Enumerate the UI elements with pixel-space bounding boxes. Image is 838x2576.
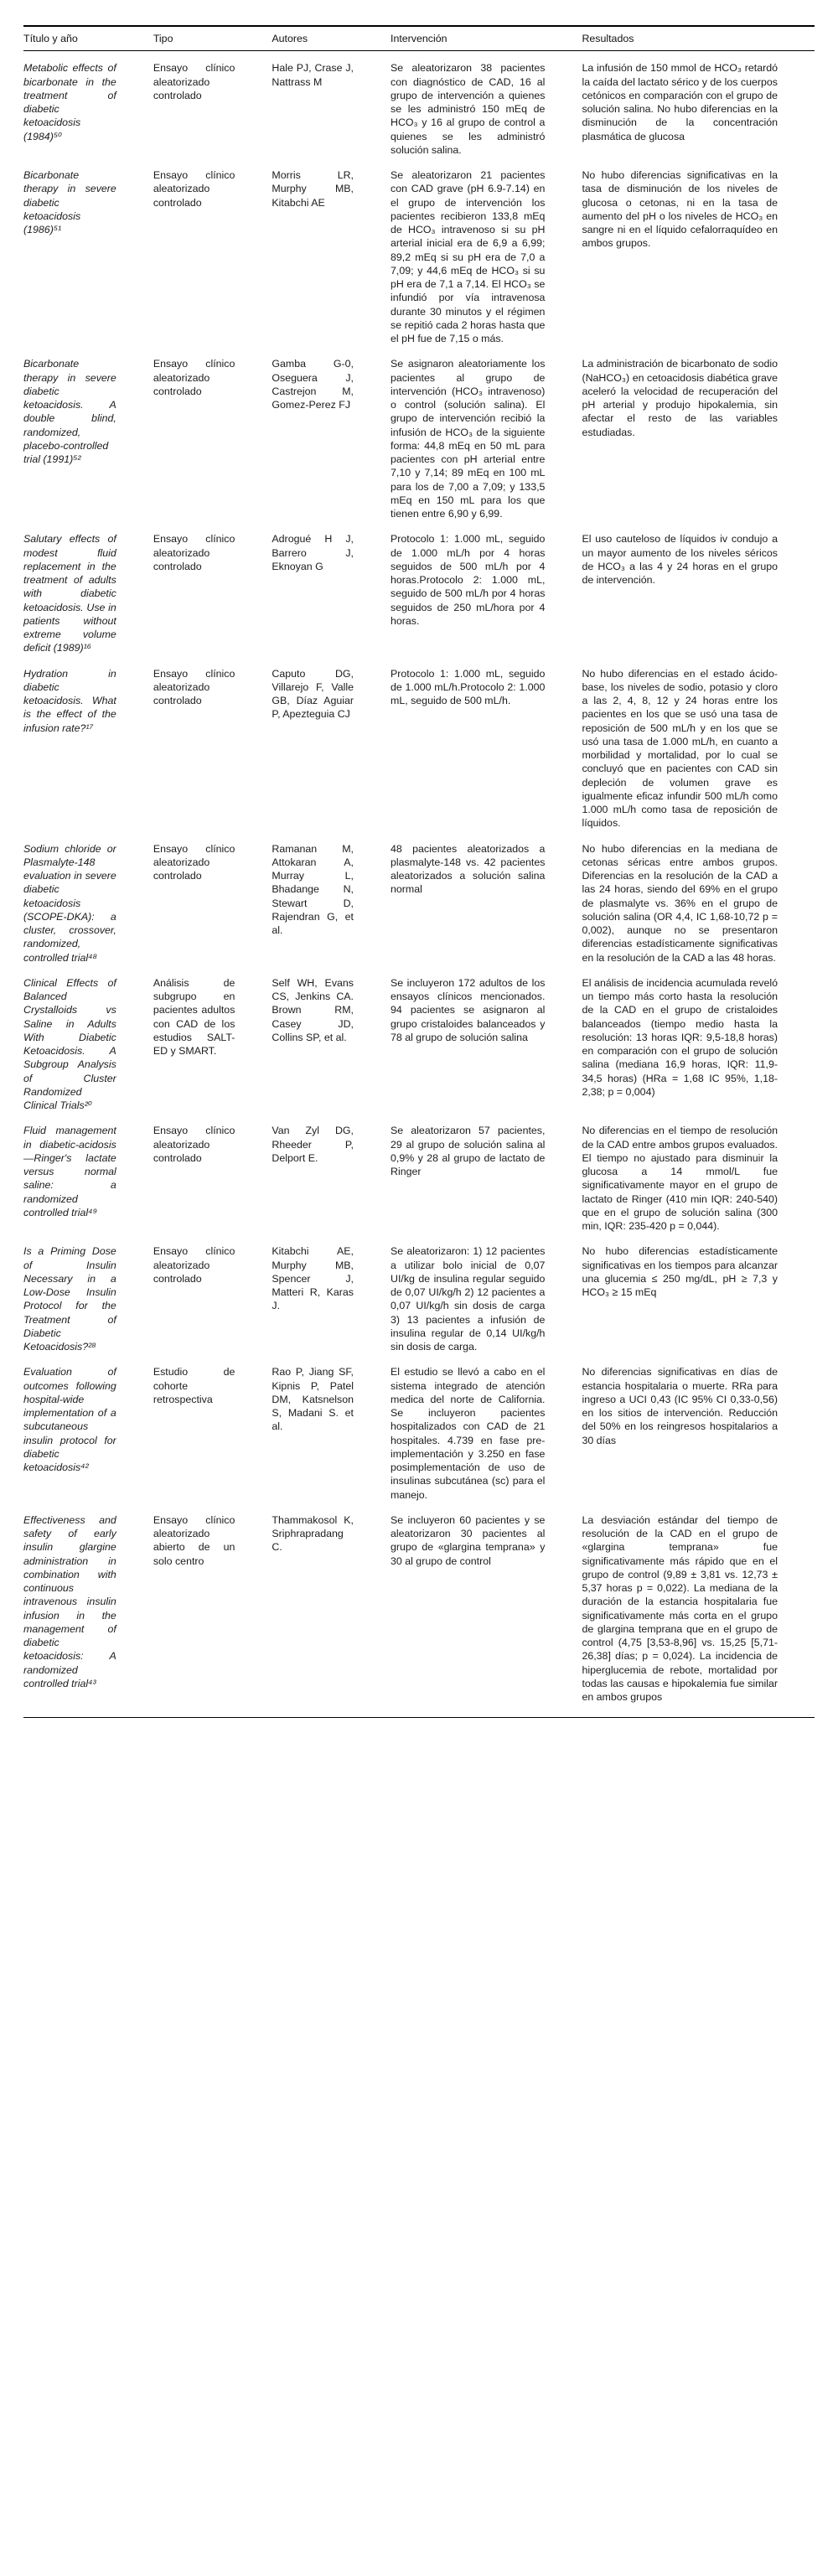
table-row xyxy=(23,1118,815,1239)
study-title: Is a Priming Dose of Insulin Necessary in a Low-Dose Insulin Protocol for the Treatment of Diabetic Ketoacidosis?²⁸ xyxy=(23,1245,116,1353)
study-title: Effectiveness and safety of early insulin glargine administration in combination with continuous intravenous insulin infusion in the management of diabetic ketoacidosis: A randomized controlled trial⁴³ xyxy=(23,1508,153,1718)
study-type: Ensayo clínico aleatorizado abierto de un solo centro xyxy=(153,1508,272,1718)
study-results: No hubo diferencias estadísticamente significativas en los tiempos para alcanzar una glucemia ≤ 250 mg/dL, pH ≥ 7,3 y HCO₃ ≥ 15 mEq xyxy=(582,1245,778,1298)
table-row xyxy=(23,351,815,526)
study-results: No diferencias significativas en días de estancia hospitalaria o muerte. RRa para ingreso a UCI 0,43 (IC 95% CI 0,33-0,56) en los sitios de intervención. Reducción del 50% en los reingresos hospitalarios a 30 días xyxy=(582,1366,778,1446)
study-type: Estudio de cohorte retrospectiva xyxy=(153,1366,235,1405)
table-row xyxy=(23,1359,815,1508)
table-row xyxy=(23,526,815,660)
study-authors: Morris LR, Murphy MB, Kitabchi AE xyxy=(272,169,354,209)
study-authors: Kitabchi AE, Murphy MB, Spencer J, Matteri R, Karas J. xyxy=(272,1245,354,1312)
study-type: Ensayo clínico aleatorizado controlado xyxy=(153,667,235,706)
study-intervention: El estudio se llevó a cabo en el sistema integrado de atención medica del norte de California. Se incluyeron pacientes hospitalizados con CAD de 21 hospitales. 4.739 en fase pre-implementación y 3.250 en fase posimplementación de uso de insulinas subcutánea (sc) para el manejo. xyxy=(391,1366,546,1501)
table-row xyxy=(23,1239,815,1359)
study-title: Fluid management in diabetic-acidosis—Ringer's lactate versus normal saline: a randomized controlled trial⁴⁹ xyxy=(23,1125,116,1218)
column-header-resultados: Resultados xyxy=(582,26,815,51)
study-title: Sodium chloride or Plasmalyte-148 evaluation in severe diabetic ketoacidosis (SCOPE-DKA): a cluster, crossover, randomized, controlled trial⁴⁸ xyxy=(23,842,116,964)
study-intervention: Se incluyeron 60 pacientes y se aleatorizaron 30 pacientes al grupo de «glargina temprana» y 30 al grupo de control xyxy=(391,1508,582,1718)
column-header-tipo: Tipo xyxy=(153,26,272,51)
study-intervention: 48 pacientes aleatorizados a plasmalyte-148 vs. 42 pacientes aleatorizados a solución salina normal xyxy=(391,842,546,896)
study-type: Ensayo clínico aleatorizado controlado xyxy=(153,62,235,101)
table-row xyxy=(23,163,815,351)
study-results: No hubo diferencias en el estado ácido-base, los niveles de sodio, potasio y cloro a las 2, 4, 8, 12 y 24 horas entre los pacientes en los que se usó una tasa de reposición de 500 mL/h y en los que se usó una tasa de 1.000 mL/h, en cuanto a morbilidad y mortalidad, por lo cual se concluyó que en pacientes con CAD sin depleción de volumen grave es igualmente eficaz infundir 500 mL/h como 1.000 mL/h como tasa de reposición de líquidos. xyxy=(582,667,778,830)
study-results: La infusión de 150 mmol de HCO₃ retardó la caída del lactato sérico y de los cuerpos cetónicos en comparación con el grupo de solución salina. No hubo diferencias en la disminución de la concentración plasmática de glucosa xyxy=(582,62,778,142)
study-type: Ensayo clínico aleatorizado controlado xyxy=(153,1245,235,1285)
study-type: Ensayo clínico aleatorizado controlado xyxy=(153,358,235,397)
study-title: Evaluation of outcomes following hospital-wide implementation of a subcutaneous insulin protocol for diabetic ketoacidosis⁴² xyxy=(23,1366,116,1473)
study-title: Bicarbonate therapy in severe diabetic ketoacidosis (1986)⁵¹ xyxy=(23,169,116,235)
table-row xyxy=(23,661,815,836)
study-intervention: Se asignaron aleatoriamente los pacientes al grupo de intervención (HCO₃ intravenoso) o control (solución salina). El grupo de intervención recibió la infusión de HCO₃ de la siguiente forma: 44,8 mEq en 50 mL para pacientes con pH arterial entre 7,10 y 7,14; 89 mEq en 100 mL para los de 7,00 a 7,09; y 133,5 mEq en 150 mL para los que tienen entre 6,90 y 6,99. xyxy=(391,358,546,520)
study-authors: Adrogué H J, Barrero J, Eknoyan G xyxy=(272,533,354,572)
study-intervention: Se aleatorizaron: 1) 12 pacientes a utilizar bolo inicial de 0,07 UI/kg de insulina regular seguido de 0,07 UI/kg/h 2) 12 pacientes a 0,07 UI/kg/h sin dosis de carga 3) 13 pacientes a infusión de insulina regular de 0,14 UI/kg/h sin dosis de carga. xyxy=(391,1245,546,1353)
study-type: Análisis de subgrupo en pacientes adultos con CAD de los estudios SALT-ED y SMART. xyxy=(153,976,235,1057)
column-header-autores: Autores xyxy=(272,26,391,51)
study-intervention: Protocolo 1: 1.000 mL, seguido de 1.000 mL/h.Protocolo 2: 1.000 mL, seguido de 500 mL/h. xyxy=(391,667,546,706)
study-title: Salutary effects of modest fluid replacement in the treatment of adults with diabetic ketoacidosis. Use in patients without extreme volume deficit (1989)¹⁶ xyxy=(23,533,116,654)
study-authors: Van Zyl DG, Rheeder P, Delport E. xyxy=(272,1125,354,1164)
table-header-row xyxy=(23,26,815,51)
study-authors: Self WH, Evans CS, Jenkins CA. Brown RM, Casey JD, Collins SP, et al. xyxy=(272,976,354,1043)
studies-table xyxy=(23,25,815,1718)
study-results: La desviación estándar del tiempo de resolución de la CAD en el grupo de «glargina temprana» fue significativamente más rápido que en el grupo de control (9,89 ± 3,81 vs. 12,73 ± 5,37 horas p = 0,022). La mediana de la duración de la estancia hospitalaria fue significativamente más corta en el grupo de glargina temprana que en el grupo de control (4,75 [3,53-8,96] vs. 15,25 [5,71-26,38] días; p = 0,024). La incidencia de hiperglucemia de rebote, mortalidad por todas las causas e hipokalemia fue similar en ambos grupos xyxy=(582,1508,815,1718)
column-header-titulo-y-ano: Título y año xyxy=(23,26,153,51)
table-row xyxy=(23,51,815,163)
study-results: No hubo diferencias en la mediana de cetonas séricas entre ambos grupos. Diferencias en la resolución de la CAD a las 24 horas, siendo del 69% en el grupo de plasmalyte vs. 36% en el grupo de solución salina (OR 4,4, IC 1,68-10,72 p = 0,002), aunque no se presentaron diferencias estadísticamente significativas en la resolución de la CAD a las 48 horas. xyxy=(582,842,778,964)
table-row xyxy=(23,970,815,1119)
study-authors: Thammakosol K, Sriphrapradang C. xyxy=(272,1508,391,1718)
study-authors: Gamba G-0, Oseguera J, Castrejon M, Gomez-Perez FJ xyxy=(272,358,354,411)
study-authors: Ramanan M, Attokaran A, Murray L, Bhadange N, Stewart D, Rajendran G, et al. xyxy=(272,842,354,936)
study-results: No hubo diferencias significativas en la tasa de disminución de los niveles de glucosa o cetonas, ni en la tasa de aumento del pH o los niveles de HCO₃ en sangre ni en el líquido cefalorraquídeo en ambos grupos. xyxy=(582,169,778,250)
study-authors: Caputo DG, Villarejo F, Valle GB, Díaz Aguiar P, Apezteguia CJ xyxy=(272,667,354,721)
study-type: Ensayo clínico aleatorizado controlado xyxy=(153,842,235,882)
study-intervention: Protocolo 1: 1.000 mL, seguido de 1.000 mL/h por 4 horas seguidos de 500 mL/h por 4 horas.Protocolo 2: 1.000 mL, seguido de 500 mL/h por 4 horas seguidos de 250 mL/hora por 4 horas. xyxy=(391,533,546,627)
study-title: Clinical Effects of Balanced Crystalloids vs Saline in Adults With Diabetic Ketoacidosis. A Subgroup Analysis of Cluster Randomized Clinical Trials²⁰ xyxy=(23,976,116,1111)
study-results: La administración de bicarbonato de sodio (NaHCO₃) en cetoacidosis diabética grave aceleró la velocidad de recuperación del pH arterial y produjo hipokalemia, sin afectar el resto de las variables estudiadas. xyxy=(582,358,778,438)
study-title: Hydration in diabetic ketoacidosis. What is the effect of the infusion rate?¹⁷ xyxy=(23,667,116,734)
study-type: Ensayo clínico aleatorizado controlado xyxy=(153,1125,235,1164)
study-title: Bicarbonate therapy in severe diabetic ketoacidosis. A double blind, randomized, placebo-controlled trial (1991)⁵² xyxy=(23,358,116,465)
study-intervention: Se aleatorizaron 57 pacientes, 29 al grupo de solución salina al 0,9% y 28 al grupo de lactato de Ringer xyxy=(391,1125,546,1177)
study-results: El análisis de incidencia acumulada reveló un tiempo más corto hasta la resolución de la CAD en el grupo de cristaloides balanceados (tiempo medio hasta la resolución: 13 horas IQR: 9,5-18,8 horas) en comparación con el grupo de solución salina (mediana 16,9 horas, IQR: 11,9-34,5 horas) (HRa = 1,68 IC 95%, 1,18-2,38; p = 0,004) xyxy=(582,976,778,1098)
study-type: Ensayo clínico aleatorizado controlado xyxy=(153,533,235,572)
study-intervention: Se aleatorizaron 38 pacientes con diagnóstico de CAD, 16 al grupo de intervención a quienes se les administró 150 mEq de HCO₃ y 16 al grupo de control a quienes se les administró solución salina. xyxy=(391,62,546,156)
study-type: Ensayo clínico aleatorizado controlado xyxy=(153,169,235,209)
table-row xyxy=(23,836,815,970)
column-header-intervencion: Intervención xyxy=(391,26,582,51)
study-title: Metabolic effects of bicarbonate in the treatment of diabetic ketoacidosis (1984)⁵⁰ xyxy=(23,62,116,142)
table-row xyxy=(23,1508,815,1718)
study-authors: Hale PJ, Crase J, Nattrass M xyxy=(272,62,354,88)
study-authors: Rao P, Jiang SF, Kipnis P, Patel DM, Katsnelson S, Madani S. et al. xyxy=(272,1366,354,1433)
study-intervention: Se aleatorizaron 21 pacientes con CAD grave (pH 6.9-7.14) en el grupo de intervención los pacientes recibieron 133,8 mEq de HCO₃ intravenoso si su pH arterial inicial era de 6,9 a 6,99; 89,2 mEq si su pH era de 7,0 a 7,09; y 44,6 mEq de HCO₃ si su pH era de 7,1 a 7,14. El HCO₃ se infundió por vía intravenosa durante 30 minutos y el régimen se repitió cada 2 horas hasta que el pH fue de 7,15 o más. xyxy=(391,169,546,344)
study-results: El uso cauteloso de líquidos iv condujo a un mayor aumento de los niveles séricos de HCO₃ a las 4 y 24 horas en el grupo de intervención. xyxy=(582,533,778,586)
study-intervention: Se incluyeron 172 adultos de los ensayos clínicos mencionados. 94 pacientes se asignaron al grupo cristaloides balanceados y 78 al grupo de solución salina xyxy=(391,976,546,1043)
study-results: No diferencias en el tiempo de resolución de la CAD entre ambos grupos evaluados. El tiempo no ajustado para disminuir la glucosa a 14 mmol/L fue significativamente mayor en el grupo de lactato de Ringer (410 min IQR: 240-540) que en el grupo de solución salina (300 min, IQR: 235-420 p = 0,044). xyxy=(582,1125,778,1232)
